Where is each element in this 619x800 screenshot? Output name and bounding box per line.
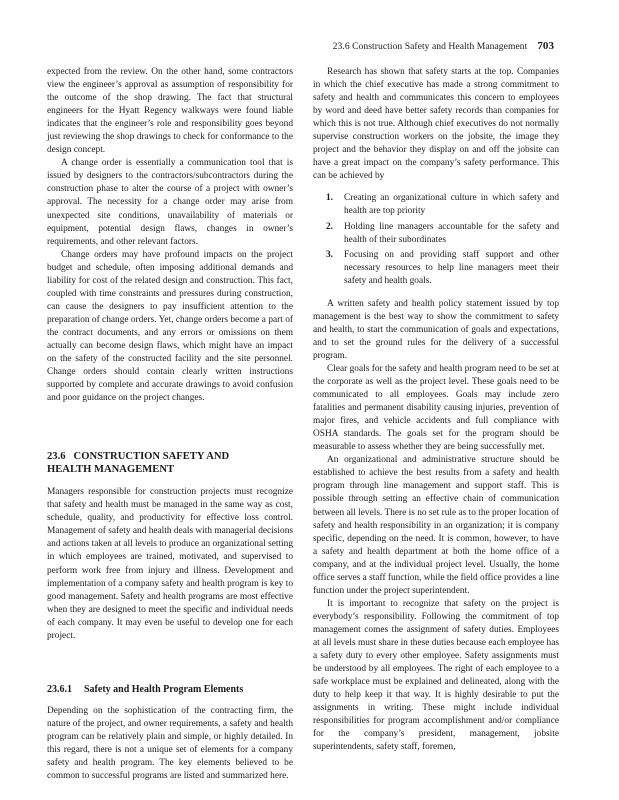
subsection-number: 23.6.1 [47,683,72,695]
paragraph: Clear goals for the safety and health program need to be set at the corporate as well as the project level. These goals need to be communicated to all employees. Goals may include zero fatalities and permanent disability causing injuries, prevention of major fires, and vehicle accidents and full compliance with OSHA standards. The goals set for the program should be measurable to assess whether they are being successfully met. [313,363,559,453]
running-header [46,40,554,52]
paragraph: A written safety and health policy statement issued by top management is the best way to show the commitment to safety and health, to start the communication of goals and expectations, and to set the ground rules for the delivery of a successful program. [313,298,559,361]
page-number: 703 [537,40,554,52]
paragraph: A change order is essentially a communication tool that is issued by designers to the contractors/subcontractors during the construction phase to alter the course of a project with owner’s approval. The necessity for a change order may arise from unexpected site conditions, unavailability of materials or equipment, potential design flaws, changes in owner’s requirements, and other relevant factors. [47,158,293,247]
section-title-line1: CONSTRUCTION SAFETY AND [73,451,230,463]
list-item-number: 1. [326,193,334,204]
paragraph: Research has shown that safety starts at the top. Companies in which the chief executive has made a strong commitment to safety and health and communicates this concern to employees by word and deed have better safety records than companies for which this is not true. Although chief executives do not normally supervise construction workers on the jobsite, the image they project and the behavior they display on and off the jobsite can have a great impact on the company’s safety performance. This can be achieved by [313,67,559,182]
list-item-number: 3. [326,249,334,260]
section-heading [47,450,293,476]
paragraph: An organizational and administrative structure should be established to achieve the best results from a safety and health program through line management and support staff. This is possible through setting an effective chain of communication between all levels. There is no set rule as to the proper location of safety and health responsibility in an organization; it is company specific, depending on the need. It is common, however, to have a safety and health department at both the home office of a company, and at the individual project level. Usually, the home office serves a staff function, while the field office provides a line function under the project superintendent. [313,455,559,596]
paragraph: expected from the review. On the other hand, some contractors view the engineer’s approval as assumption of responsibility for the outcome of the shop drawing. The fact that structural engineers for the Hyatt Regency walkways were found liable indicates that the engineer’s role and responsibility goes beyond just reviewing the shop drawings to check for conformance to the design concept. [47,67,293,156]
paragraph: It is important to recognize that safety on the project is everybody’s responsibility. Following the commitment of top management comes the assignment of safety duties. Employees at all levels must share in these duties because each employee has a safety duty to every other employee. Safety assignments must be understood by all employees. The right of each employee to a safe workplace must be explained and delineated, along with the duty to help keep it that way. It is highly desirable to put the assignments in writing. These might include individual responsibilities for program accomplishment and/or compliance for the company’s president, management, jobsite superintendents, safety staff, foremen, [313,598,559,753]
list-item [326,192,559,218]
list-item [326,249,559,288]
left-column [47,66,293,783]
list-item-text: Holding line managers accountable for the safety and health of their subordinates [344,221,559,245]
section-title-line2: HEALTH MANAGEMENT [47,464,175,476]
subsection-heading [47,683,293,696]
paragraph: Change orders may have profound impacts on the project budget and schedule, often imposing additional demands and liability for cost of the related design and construction. This fact, coupled with time constraints and pressures during construction, can cause the designers to pay insufficient attention to the preparation of change orders. Yet, change orders become a part of the contract documents, and any errors or omissions on them actually can become design flaws, which might have an impact on the safety of the constructed facility and the site personnel. Change orders should contain clearly written instructions supported by complete and accurate drawings to avoid confusion and poor guidance on the project changes. [47,249,293,404]
running-title: 23.6 Construction Safety and Health Management [332,41,528,52]
subsection-title: Safety and Health Program Elements [84,683,244,695]
section-number: 23.6 [47,451,66,463]
list-item-number: 2. [326,221,334,232]
paragraph: Managers responsible for construction projects must recognize that safety and health must be managed in the same way as cost, schedule, quality, and productivity for effective loss control. Management of safety and health deals with managerial decisions and actions taken at all levels to produce an organizational setting in which employees are trained, motivated, and supervised to perform work free from injury and illness. Development and implementation of a company safety and health program is key to good management. Safety and health programs are most effective when they are designed to meet the specific and individual needs of each company. It may even be useful to develop one for each project. [47,487,293,641]
right-column [313,66,559,754]
list-item-text: Focusing on and providing staff support and other necessary resources to help line managers meet their safety and health goals. [344,249,559,286]
paragraph: Depending on the sophistication of the contracting firm, the nature of the project, and owner requirements, a safety and health program can be relatively plain and simple, or highly detailed. In this regard, there is not a unique set of elements for a company safety and health program. The key elements believed to be common to successful programs are listed and summarized here. [47,705,293,782]
numbered-list [313,192,559,287]
list-item [326,221,559,247]
list-item-text: Creating an organizational culture in which safety and health are top priority [344,193,559,217]
